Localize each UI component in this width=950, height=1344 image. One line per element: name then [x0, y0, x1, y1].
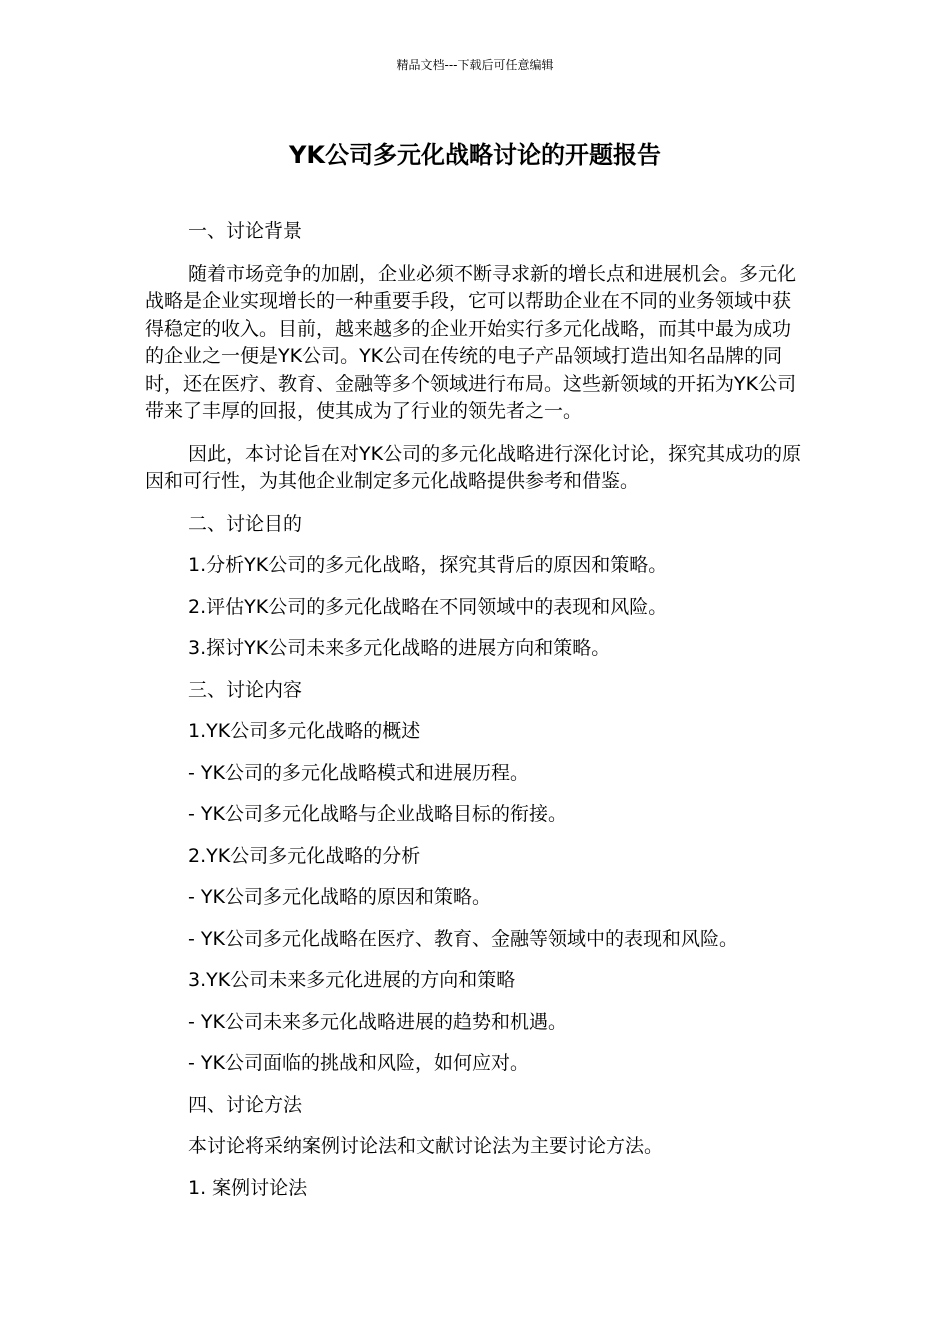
background-paragraph-1: 随着市场竞争的加剧，企业必须不断寻求新的增长点和进展机会。多元化战略是企业实现增长的一种重要手段，它可以帮助企业在不同的业务领域中获得稳定的收入。目前，越来越多的企业开始实行多元化战略，而其中最为成功的企业之一便是YK公司。YK公司在传统的电子产品领域打造出知名品牌的同时，还在医疗、教育、金融等多个领域进行布局。这些新领域的开拓为YK公司带来了丰厚的回报，使其成为了行业的领先者之一。 — [145, 262, 797, 422]
content-item: - YK公司未来多元化战略进展的趋势和机遇。 — [188, 1010, 567, 1033]
purpose-item: 1.分析YK公司的多元化战略，探究其背后的原因和策略。 — [188, 554, 668, 576]
section-heading-purpose: 二、讨论目的 — [188, 512, 303, 535]
content-item: 3.YK公司未来多元化进展的方向和策略 — [188, 969, 516, 991]
section-heading-method: 四、讨论方法 — [188, 1093, 303, 1116]
content-item: 1.YK公司多元化战略的概述 — [188, 720, 421, 742]
section-heading-content: 三、讨论内容 — [188, 678, 303, 701]
purpose-item: 2.评估YK公司的多元化战略在不同领域中的表现和风险。 — [188, 595, 668, 618]
page-header: 精品文档---下载后可任意编辑 — [396, 58, 554, 72]
section-heading-background: 一、讨论背景 — [188, 220, 303, 242]
content-item: - YK公司多元化战略的原因和策略。 — [188, 886, 491, 908]
background-paragraph-2: 因此，本讨论旨在对YK公司的多元化战略进行深化讨论，探究其成功的原因和可行性，为其他企业制定多元化战略提供参考和借鉴。 — [145, 442, 802, 492]
method-paragraph: 本讨论将采纳案例讨论法和文献讨论法为主要讨论方法。 — [188, 1135, 664, 1157]
method-item: 1. 案例讨论法 — [188, 1176, 308, 1199]
content-item: - YK公司的多元化战略模式和进展历程。 — [188, 761, 529, 784]
content-item: - YK公司多元化战略与企业战略目标的衔接。 — [188, 803, 567, 825]
document-body — [145, 218, 807, 1202]
purpose-item: 3.探讨YK公司未来多元化战略的进展方向和策略。 — [188, 637, 611, 659]
content-item: 2.YK公司多元化战略的分析 — [188, 844, 421, 867]
content-item: - YK公司多元化战略在医疗、教育、金融等领域中的表现和风险。 — [188, 927, 738, 950]
content-item: - YK公司面临的挑战和风险，如何应对。 — [188, 1052, 529, 1074]
document-title: YK公司多元化战略讨论的开题报告 — [289, 141, 661, 169]
